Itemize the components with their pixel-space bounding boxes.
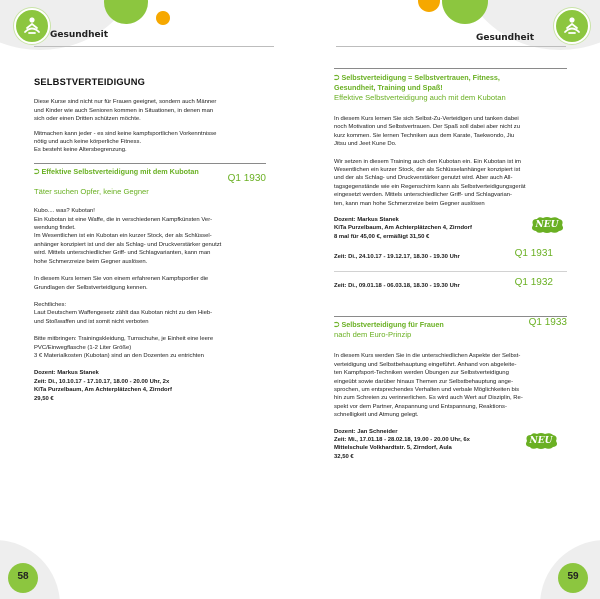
course-code: Q1 1930 <box>227 173 266 185</box>
new-badge-2: NEU <box>523 432 559 450</box>
course-time: Zeit: Di., 10.10.17 - 17.10.17, 18.00 - 20.00 Uhr, 2x <box>34 378 170 385</box>
course1-code-1: Q1 1931 <box>514 248 553 260</box>
course1-rule <box>334 68 567 69</box>
course1-date-row-2 <box>334 277 567 292</box>
course-location: KiTa Purzelbaum, Am Achterplätzchen 4, Zirndorf <box>34 387 172 394</box>
course-price: 29,50 € <box>34 395 54 402</box>
course1-subtitle: Effektive Selbstverteidigung auch mit dem Kubotan <box>334 93 506 102</box>
header-rule-right <box>336 46 566 47</box>
course1-location: KiTa Purzelbaum, Am Achterplätzchen 4, Zirndorf <box>334 225 472 232</box>
header-green-circle-right <box>442 0 488 24</box>
course1-dozent: Dozent: Markus Stanek <box>334 217 399 224</box>
course1-description: In diesem Kurs lernen Sie sich Selbst-Zu-Verteidigen und tanken dabei noch Motivation und Selbstvertrauen. Der Spaß soll dabei aber nicht zu kurz kommen. Sie lernen Techniken aus dem Karate, Taekwondo, Jiu Jitsu und Jeet Kune Do. <box>334 116 520 148</box>
note-text: Mitmachen kann jeder - es sind keine kampfsportlichen Vorkenntnisse nötig und auch keine körperliche Fitness. Es besteht keine Altersbegrenzung. <box>34 130 217 154</box>
course2-price: 32,50 € <box>334 453 354 460</box>
yoga-icon <box>14 8 50 44</box>
yoga-icon-right <box>554 8 590 44</box>
course2-details-row <box>334 428 567 462</box>
course-subtitle: Täter suchen Opfer, keine Gegner <box>34 187 149 197</box>
course2-dozent: Dozent: Jan Schneider <box>334 428 398 435</box>
course1-date-1: Zeit: Di., 24.10.17 - 19.12.17, 18.30 - 19.30 Uhr <box>334 254 460 261</box>
header-orange-circle-right <box>418 0 440 12</box>
right-page <box>300 0 600 599</box>
course-bring-text: Bitte mitbringen: Trainingskleidung, Turnschuhe, je Einheit eine leere PVC/Einwegflasche (1-2 Liter Größe) 3 € Materialkosten (Kubotan) sind an den Dozenten zu entrichten <box>34 336 214 359</box>
right-content <box>334 68 567 467</box>
arrow-circle-icon: ⮊ <box>34 166 40 176</box>
course2-code: Q1 1933 <box>528 317 567 329</box>
intro-text: Diese Kurse sind nicht nur für Frauen geeignet, sondern auch Männer und Kinder wie auch Senioren kommen in Situationen, in denen man sich oder einen Dritten schützen möchte. <box>34 99 217 123</box>
left-content <box>34 78 266 409</box>
section-title: Gesundheit <box>50 30 109 40</box>
arrow-circle-icon: ⮊ <box>334 73 340 82</box>
course-legal-text: Rechtliches: Laut Deutschem Waffengesetz zählt das Kubotan nicht zu den Hieb- und Stoßwaffen und ist somit nicht verboten <box>34 301 213 325</box>
course1-date-row-1 <box>334 248 567 263</box>
course-dozent: Dozent: Markus Stanek <box>34 370 99 377</box>
course1-price: 8 mal für 45,00 €, ermäßigt 31,50 € <box>334 233 430 240</box>
course1-code-2: Q1 1932 <box>514 277 553 289</box>
course-description: Kubo.... was? Kubotan! Ein Kubotan ist eine Waffe, die in verschiedenen Kampfkünsten Ver- wendung findet. Im Wesentlichen ist ein Kubotan ein kurzer Stock, der als Schlüssel- anhänger konzipiert ist und der als Schlag- und Druckverstärker genutzt wird. Mittels unterschiedlicher Griff- und Schlagvarianten, kann man hohe Schmerzreize beim Gegner auslösen. <box>34 208 222 265</box>
course-rule <box>34 163 266 164</box>
course1-details-row <box>334 216 567 241</box>
course2-time: Zeit: Mi., 17.01.18 - 28.02.18, 19.00 - 20.00 Uhr, 6x <box>334 436 470 443</box>
new-badge: NEU <box>529 216 565 234</box>
arrow-circle-icon: ⮊ <box>334 320 340 330</box>
course1-title: ⮊ Selbstverteidigung = Selbstvertrauen, Fitness, Gesundheit, Training und Spaß! <box>334 73 500 92</box>
course-details <box>34 369 266 403</box>
course-title: ⮊ Effektive Selbstverteidigung mit dem Kubotan <box>34 166 199 176</box>
course2-location: Mittelschule Volkhardtstr. 5, Zirndorf, Aula <box>334 445 452 452</box>
page-number-left: 58 <box>17 571 29 582</box>
course2-title-row <box>334 317 567 330</box>
course-learn-text: In diesem Kurs lernen Sie von einem erfahrenen Kampfsportler die Grundlagen der Selbstverteidigung kennen. <box>34 276 209 291</box>
course2-subtitle: nach dem Euro-Prinzip <box>334 330 412 340</box>
course2-description: In diesem Kurs werden Sie in die unterschiedlichen Aspekte der Selbst- verteidigung und Selbstbehauptung eingeführt. Anhand von abgeleite- ten Kampfsport-Techniken werden Übungen zur Selbstverteidigung eingeübt sowie darüber hinaus Themen zur Selbstbehauptung ange- sprochen, um entsprechendes Verhalten und verbale Möglichkeiten bis hin zum Schreien zu verinnerlichen. Es wird auch Wert auf Disziplin, Re- spekt vor dem Partner, Anspannung und Entspannung, Reaktions- schnelligkeit und Atmung gelegt. <box>334 353 523 419</box>
section-title-right: Gesundheit <box>476 33 535 43</box>
course2-title: ⮊ Selbstverteidigung für Frauen <box>334 320 444 330</box>
header-rule <box>34 46 274 47</box>
course1-date-2: Zeit: Di., 09.01.18 - 06.03.18, 18.30 - 19.30 Uhr <box>334 283 460 290</box>
course1-description-2: Wir setzen in diesem Training auch den Kubotan ein. Ein Kubotan ist im Wesentlichen ein kurzer Stock, der als Schlüsselanhänger konzipiert ist und der als Schlag- und Druckverstärker genutzt wird. Aber auch All- tagsgegenstände wie ein Regenschirm kann als Selbstverteidigungsgerät eingesetzt werden. Mittels unterschiedlicher Griff- und Schlagvarian- ten, kann man hohe Schmerzreize beim Gegner auslösen <box>334 158 526 207</box>
date-divider <box>334 271 567 272</box>
main-heading: SELBSTVERTEIDIGUNG <box>34 77 146 87</box>
page-number-right: 59 <box>567 571 579 582</box>
header-orange-circle <box>156 11 170 25</box>
course-code-row <box>34 173 266 187</box>
